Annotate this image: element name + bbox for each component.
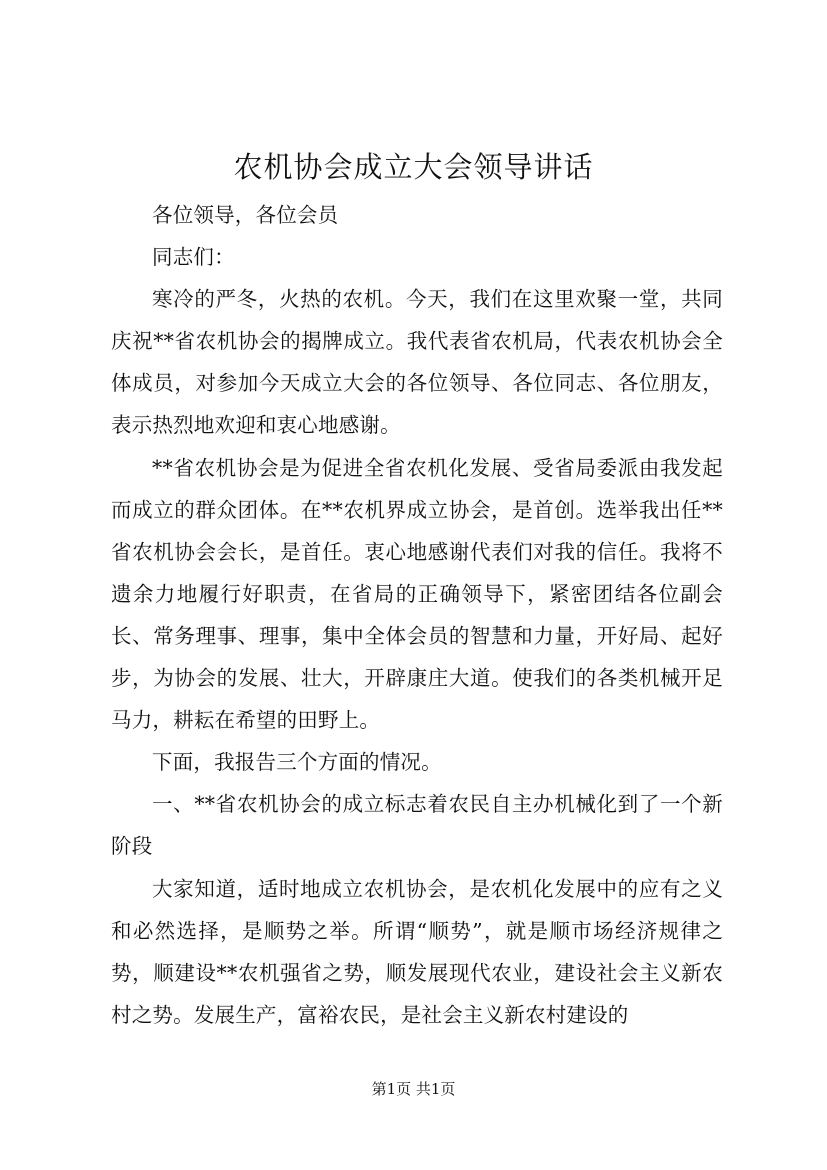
page-footer: 第1页 共1页 bbox=[371, 1080, 456, 1098]
salutation-leaders: 各位领导，各位会员 bbox=[152, 203, 339, 227]
document-body bbox=[111, 194, 723, 1036]
paragraph-opening: 寒冷的严冬，火热的农机。今天，我们在这里欢聚一堂，共同庆祝**省农机协会的揭牌成立。我代表省农机局，代表农机协会全体成员，对参加今天成立大会的各位领导、各位同志、各位朋友，表示热烈地欢迎和衷心地感谢。 bbox=[111, 287, 723, 438]
section-heading-1: 一、**省农机协会的成立标志着农民自主办机械化到了一个新阶段 bbox=[111, 792, 723, 859]
paragraph-report-intro: 下面，我报告三个方面的情况。 bbox=[152, 750, 442, 775]
paragraph-association-intro: **省农机协会是为促进全省农机化发展、受省局委派由我发起而成立的群众团体。在**农机界成立协会，是首创。选举我出任**省农机协会会长，是首任。衷心地感谢代表们对我的信任。我将不遗余力地履行好职责，在省局的正确领导下，紧密团结各位副会长、常务理事、理事，集中全体会员的智慧和力量，开好局、起好步，为协会的发展、壮大，开辟康庄大道。使我们的各类机械开足马力，耕耘在希望的田野上。 bbox=[111, 455, 723, 733]
document-title: 农机协会成立大会领导讲话 bbox=[233, 150, 594, 184]
salutation-comrades: 同志们： bbox=[152, 245, 235, 270]
paragraph-section-1: 大家知道，适时地成立农机协会，是农机化发展中的应有之义和必然选择，是顺势之举。所谓“顺势”，就是顺市场经济规律之势，顺建设**农机强省之势，顺发展现代农业，建设社会主义新农村之势。发展生产，富裕农民，是社会主义新农村建设的 bbox=[111, 876, 723, 1027]
